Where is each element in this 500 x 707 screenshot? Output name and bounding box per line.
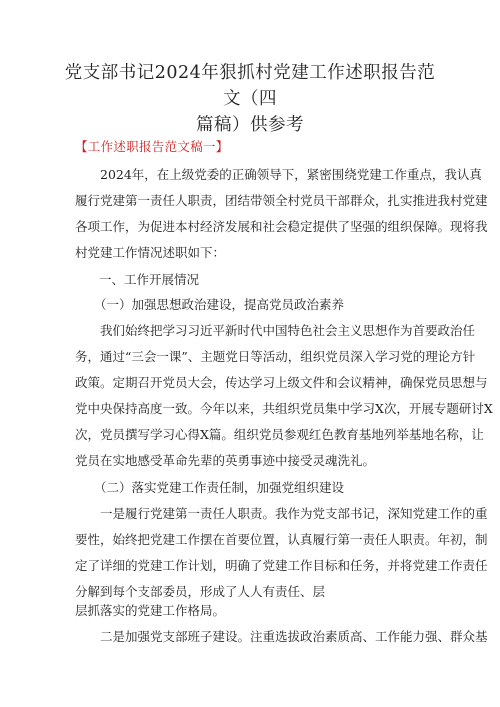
paragraph-line: 党员在实地感受革命先辈的英勇事迹中接受灵魂洗礼。 <box>75 453 376 468</box>
paragraph-line: 我们始终把学习习近平新时代中国特色社会主义思想作为首要政治任 <box>100 323 476 338</box>
subsection-heading: （一）加强思想政治建设，提高党员政治素养 <box>94 297 345 312</box>
paragraph-line: 二是加强党支部班子建设。注重选拔政治素质高、工作能力强、群众基 <box>100 629 488 644</box>
document-title <box>60 60 440 138</box>
paragraph-line: 定了详细的党建工作计划，明确了党建工作目标和任务，并将党建工作责任 <box>75 558 488 573</box>
title-line-2: 篇稿）供参考 <box>196 115 304 135</box>
paragraph-line: 分解到每个支部委员，形成了人人有责任、层 <box>75 584 326 599</box>
paragraph-line: 各项工作，为促进本村经济发展和社会稳定提供了坚强的组织保障。现将我 <box>75 219 488 234</box>
paragraph-line: 党中央保持高度一致。今年以来，共组织党员集中学习X次，开展专题研讨X <box>75 401 493 416</box>
section-heading: 一、工作开展情况 <box>99 272 200 287</box>
paragraph-line: 履行党建第一责任人职责，团结带领全村党员干部群众，扎实推进我村党建 <box>75 193 488 208</box>
paragraph-line: 层抓落实的党建工作格局。 <box>75 603 226 618</box>
subsection-heading: （二）落实党建工作责任制，加强党组织建设 <box>94 480 345 495</box>
paragraph-line: 次，党员撰写学习心得X篇。组织党员参观红色教育基地列举基地名称，让 <box>75 427 484 442</box>
section-label: 【工作述职报告范文稿一】 <box>75 139 229 154</box>
title-line-1: 党支部书记2024年狠抓村党建工作述职报告范文（四 <box>64 63 436 109</box>
paragraph-line: 政策。定期召开党员大会，传达学习上级文件和会议精神，确保党员思想与 <box>75 375 488 390</box>
paragraph-line: 一是履行党建第一责任人职责。我作为党支部书记，深知党建工作的重 <box>100 506 488 521</box>
paragraph-line: 务，通过“三会一课”、主题党日等活动，组织党员深入学习党的理论方针 <box>75 349 476 364</box>
paragraph-line: 2024年，在上级党委的正确领导下，紧密围绕党建工作重点，我认真 <box>100 167 482 182</box>
paragraph-line: 要性，始终把党建工作摆在首要位置，认真履行第一责任人职责。年初，制 <box>75 532 488 547</box>
paragraph-line: 村党建工作情况述职如下： <box>75 245 226 260</box>
